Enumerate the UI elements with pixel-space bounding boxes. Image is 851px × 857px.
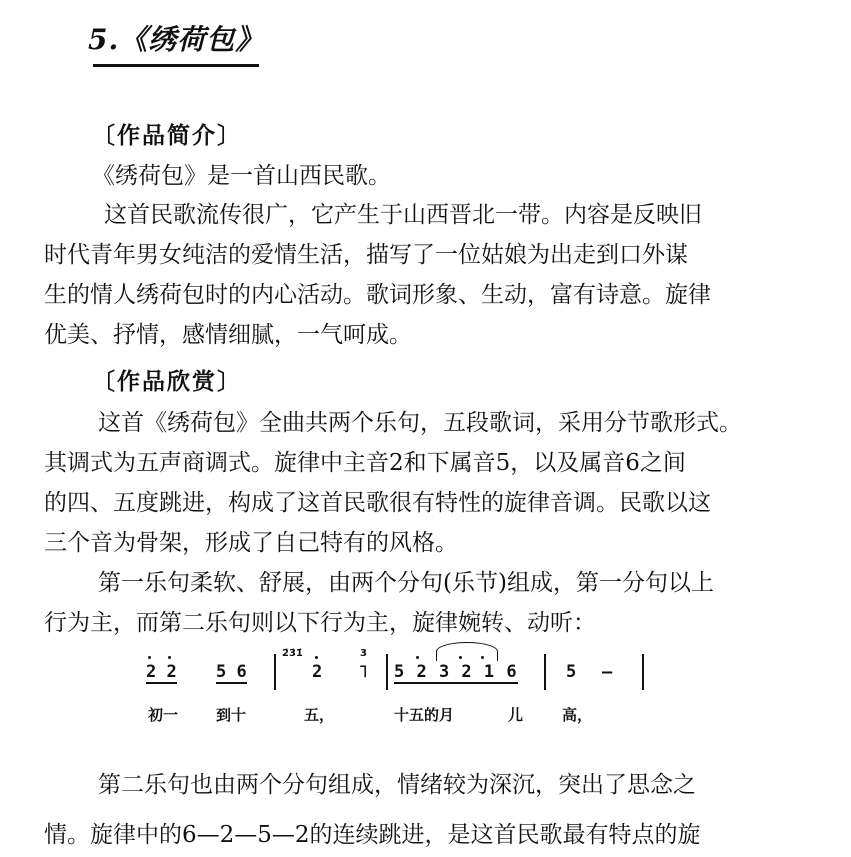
intro-paragraph-2-line-1: 这首民歌流传很广，它产生于山西晋北一带。内容是反映旧 (104, 202, 702, 228)
appreciation-paragraph-1-line-3: 的四、五度跳进，构成了这首民歌很有特性的旋律音调。民歌以这 (44, 490, 711, 516)
slur (436, 642, 498, 661)
lyric-4: 十五的月 (394, 706, 455, 724)
appreciation-paragraph-2-line-2: 行为主，而第二乐句则以下行为主，旋律婉转、动听： (44, 610, 596, 636)
intro-paragraph-1: 《绣荷包》是一首山西民歌。 (92, 163, 391, 189)
appreciation-paragraph-3-line-1: 第二乐句也由两个分句组成，情绪较为深沉，突出了思念之 (98, 772, 696, 798)
lyric-6: 高， (562, 706, 593, 724)
music-score (140, 640, 660, 730)
appreciation-paragraph-1-line-1: 这首《绣荷包》全曲共两个乐句，五段歌词，采用分节歌形式。 (98, 410, 742, 436)
bar-line (544, 654, 546, 690)
score-dash: — (602, 662, 613, 682)
score-note-6: 5 (566, 662, 577, 682)
score-notes-1: 2 2 (146, 662, 177, 682)
bar-line (386, 654, 388, 690)
intro-paragraph-2-line-3: 生的情人绣荷包时的内心活动。歌词形象、生动，富有诗意。旋律 (44, 282, 711, 308)
page-title: 5.《绣荷包》 (88, 23, 265, 56)
appreciation-paragraph-3-line-2: 情。旋律中的6—2—5—2的连续跳进，是这首民歌最有特点的旋 (44, 822, 701, 848)
score-note-3: 2 (312, 662, 323, 682)
intro-heading: 〔作品简介〕 (92, 122, 242, 149)
appreciation-heading: 〔作品欣赏〕 (92, 368, 242, 395)
title-underline (93, 64, 259, 67)
grace-note-small: 3 (360, 648, 367, 659)
intro-paragraph-2-line-2: 时代青年男女纯洁的爱情生活，描写了一位姑娘为出走到口外谋 (44, 242, 688, 268)
score-rest-tick: ˥ (358, 662, 369, 682)
bar-line (274, 654, 276, 690)
score-notes-5: 5 2 3 2 1 6 (394, 662, 518, 682)
lyric-1: 初一 (148, 706, 179, 724)
octave-dot (416, 656, 419, 659)
appreciation-paragraph-2-line-1: 第一乐句柔软、舒展，由两个分句(乐节)组成，第一分句以上 (98, 570, 714, 596)
appreciation-paragraph-1-line-4: 三个音为骨架，形成了自己特有的风格。 (44, 530, 458, 556)
lyric-2: 到十 (216, 706, 247, 724)
appreciation-paragraph-1-line-2: 其调式为五声商调式。旋律中主音2和下属音5，以及属音6之间 (44, 450, 686, 476)
octave-dot (168, 656, 171, 659)
intro-paragraph-2-line-4: 优美、抒情，感情细腻，一气呵成。 (44, 322, 412, 348)
bar-line (642, 654, 644, 690)
score-notes-2: 5 6 (216, 662, 247, 682)
grace-notes: 2̇3̇1̇ (282, 648, 303, 659)
lyric-3: 五， (304, 706, 335, 724)
octave-dot (315, 656, 318, 659)
lyric-5: 儿 (508, 706, 524, 724)
octave-dot (148, 656, 151, 659)
